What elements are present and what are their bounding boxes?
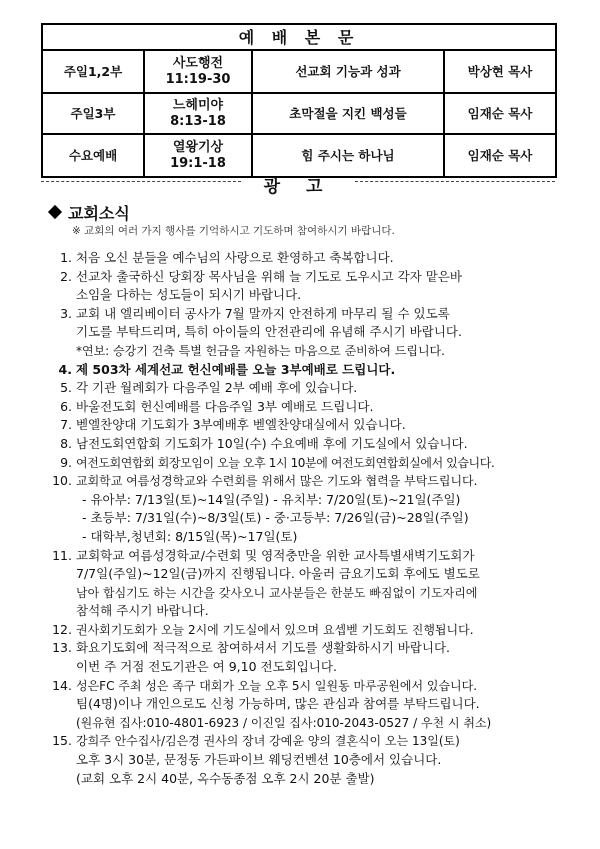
list-item	[42, 398, 562, 417]
worship-title: 예 배 본 문	[42, 24, 556, 50]
divider	[355, 181, 555, 182]
list-item	[42, 454, 562, 473]
item-number: 12.	[52, 621, 72, 637]
item-line: 기도를 부탁드리며, 특히 아이들의 안전관리에 유념해 주시기 바랍니다.	[76, 324, 462, 340]
list-item	[42, 379, 562, 398]
item-line: - 초등부: 7/31일(수)~8/3일(토) - 중·고등부: 7/26일(금)~28일(주일)	[82, 510, 469, 526]
scripture-ref	[144, 50, 252, 93]
item-line: - 유아부: 7/13일(토)~14일(주일) - 유치부: 7/20일(토)~21일(주일)	[82, 491, 461, 507]
scripture-ref	[144, 93, 252, 134]
ads-header	[41, 172, 555, 197]
item-line: 각 기관 월례회가 다음주일 2부 예배 후에 있습니다.	[76, 380, 358, 396]
item-line: 제 503차 세계선교 헌신예배를 오늘 3부예배로 드립니다.	[76, 361, 396, 377]
item-line: 벧엘찬양대 기도회가 3부예배후 벧엘찬양대실에서 있습니다.	[76, 417, 406, 433]
item-line: 오후 3시 30분, 문정동 가든파이브 웨딩컨벤션 10층에서 있습니다.	[76, 752, 442, 768]
list-item	[42, 416, 562, 435]
item-line: *연보: 승강기 건축 특별 헌금을 자원하는 마음으로 준비하여 드립니다.	[76, 343, 445, 358]
item-number: 4.	[58, 361, 72, 377]
scripture-book: 느헤미야	[172, 97, 224, 113]
notice-list	[42, 249, 562, 788]
sermon-title: 초막절을 지킨 백성들	[252, 93, 444, 134]
item-line: 참석해 주시기 바랍니다.	[76, 603, 209, 619]
list-item	[42, 677, 562, 733]
scripture-verse: 11:19-30	[165, 71, 231, 87]
scripture-ref	[144, 134, 252, 177]
item-number: 10.	[52, 473, 72, 489]
list-item	[42, 361, 562, 380]
item-number: 3.	[60, 305, 72, 321]
item-number: 15.	[52, 733, 72, 749]
item-number: 11.	[52, 547, 72, 563]
worship-row	[42, 93, 556, 134]
sermon-title: 선교회 기능과 성과	[252, 50, 444, 93]
section-title: 교회소식	[68, 204, 130, 223]
item-line: 여전도회연합회 회장모임이 오늘 오후 1시 10분에 여전도회연합회실에서 있습니다.	[76, 455, 495, 470]
item-number: 8.	[60, 435, 72, 451]
worship-row	[42, 50, 556, 93]
list-item	[42, 249, 562, 268]
list-item	[42, 268, 562, 305]
ads-title: 광 고	[263, 177, 333, 197]
item-line: 이번 주 거점 전도기관은 여 9,10 전도회입니다.	[76, 659, 337, 675]
item-line: 남아 합심기도 하는 시간을 갖사오니 교사분들은 한분도 빠짐없이 기도자리에	[76, 585, 478, 600]
list-item	[42, 435, 562, 454]
item-line: 교회 내 엘리베이터 공사가 7월 말까지 안전하게 마무리 될 수 있도록	[76, 305, 450, 321]
section-heading	[46, 201, 130, 224]
service-name: 수요예배	[42, 134, 144, 177]
item-line: 소임을 다하는 성도들이 되시기 바랍니다.	[76, 287, 302, 303]
item-number: 2.	[60, 268, 72, 284]
list-item	[42, 472, 562, 546]
item-line: 성은FC 주최 성은 족구 대회가 오늘 오후 5시 일원동 마루공원에서 있습니다.	[76, 678, 478, 693]
item-number: 1.	[60, 250, 72, 265]
diamond-bullet-icon	[48, 205, 62, 219]
sermon-title: 힘 주시는 하나님	[252, 134, 444, 177]
service-name: 주일3부	[42, 93, 144, 134]
worship-table	[41, 23, 557, 178]
item-line: 강희주 안수집사/김은경 권사의 장녀 강예윤 양의 결혼식이 오는 13일(토)	[76, 734, 460, 749]
list-item	[42, 639, 562, 676]
item-line: 팀(4명)이나 개인으로도 신청 가능하며, 많은 관심과 참여를 부탁드립니다.	[76, 696, 480, 712]
item-line: 교회학교 여름성경학교와 수련회를 위해서 많은 기도와 협력을 부탁드립니다.	[76, 474, 478, 489]
item-line: (교회 오후 2시 40분, 옥수동종점 오후 2시 20분 출발)	[76, 770, 375, 786]
list-item	[42, 547, 562, 621]
item-number: 9.	[60, 454, 72, 470]
item-line: 선교차 출국하신 당회장 목사님을 위해 늘 기도로 도우시고 각자 맡은바	[76, 268, 462, 284]
scripture-book: 사도행전	[172, 55, 224, 71]
scripture-verse: 19:1-18	[170, 155, 226, 171]
list-item	[42, 732, 562, 788]
item-line: (원유현 집사:010-4801-6923 / 이진일 집사:010-2043-0527 / 우천 시 취소)	[76, 715, 492, 730]
item-number: 5.	[60, 380, 72, 396]
item-line: 교회학교 여름성경학교/수련회 및 영적충만을 위한 교사특별새벽기도회가	[76, 547, 475, 563]
preacher-name: 임재순 목사	[444, 93, 556, 134]
preacher-name: 박상현 목사	[444, 50, 556, 93]
list-item	[42, 621, 562, 640]
preacher-name: 임재순 목사	[444, 134, 556, 177]
item-number: 14.	[52, 677, 72, 693]
item-line: 권사회기도회가 오늘 2시에 기도실에서 있으며 요셉벧 기도회도 진행됩니다.	[76, 622, 474, 637]
item-line: 7/7일(주일)~12일(금)까지 진행됩니다. 아울러 금요기도회 후에도 별도로	[76, 566, 480, 582]
section-note: ※ 교회의 여러 가지 행사를 기억하시고 기도하며 참여하시기 바랍니다.	[72, 225, 395, 237]
item-number: 6.	[60, 398, 72, 414]
item-line: 처음 오신 분들을 예수님의 사랑으로 환영하고 축복합니다.	[76, 250, 394, 265]
scripture-book: 열왕기상	[172, 139, 224, 155]
scripture-verse: 8:13-18	[170, 113, 226, 129]
item-line: 남전도회연합회 기도회가 10일(수) 수요예배 후에 기도실에서 있습니다.	[76, 435, 468, 451]
list-item	[42, 305, 562, 361]
item-number: 13.	[52, 640, 72, 656]
item-number: 7.	[60, 417, 72, 433]
item-line: 바울전도회 헌신예배를 다음주일 3부 예배로 드립니다.	[76, 398, 374, 414]
item-line: - 대학부,청년회: 8/15일(목)~17일(토)	[82, 528, 298, 544]
service-name: 주일1,2부	[42, 50, 144, 93]
worship-row	[42, 134, 556, 177]
item-line: 화요기도회에 적극적으로 참여하셔서 기도를 생활화하시기 바랍니다.	[76, 640, 451, 656]
